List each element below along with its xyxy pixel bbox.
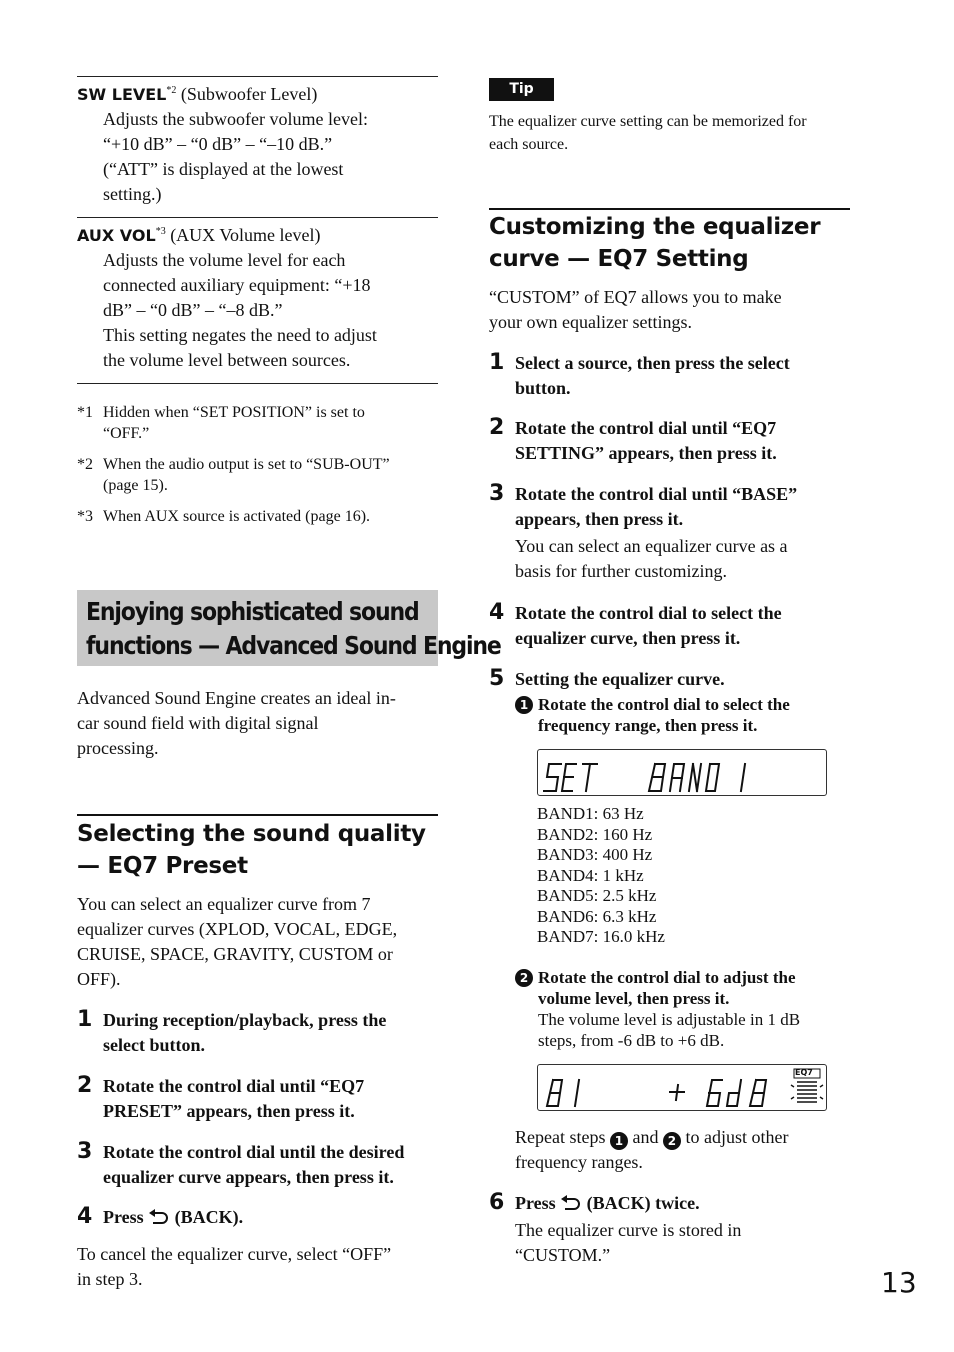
step-text: Press (103, 1207, 149, 1227)
sw-level-title: (Subwoofer Level) (176, 84, 318, 104)
paragraph-text: and (627, 1127, 663, 1147)
page-number: 13 (881, 1266, 917, 1299)
paragraph-line: The equalizer curve setting can be memorized for (489, 113, 807, 130)
aux-vol-text: This setting negates the need to adjust (103, 325, 377, 345)
footnote-text: Hidden when “SET POSITION” is set to (103, 404, 365, 421)
lcd-display (537, 749, 827, 796)
step-text: Rotate the control dial to select the (515, 603, 782, 623)
lcd-display (537, 1064, 827, 1111)
band-list (537, 804, 837, 948)
step-body: You can select an equalizer curve as a (515, 536, 788, 556)
step-number: 2 (489, 415, 505, 440)
step-number: 1 (489, 350, 505, 375)
repeat-note (515, 1125, 850, 1175)
paragraph-line: your own equalizer settings. (489, 312, 692, 332)
paragraph-text: to adjust other (680, 1127, 789, 1147)
band-item: BAND1: 63 Hz (537, 804, 644, 823)
aux-vol-title: (AUX Volume level) (165, 225, 321, 245)
section-heading (77, 818, 438, 882)
step (77, 1074, 438, 1124)
paragraph-line: processing. (77, 738, 159, 758)
custom-intro (489, 285, 850, 335)
step-number: 2 (77, 1073, 93, 1098)
circled-number: 2 (663, 1132, 681, 1150)
sw-level-text: Adjusts the subwoofer volume level: (103, 109, 368, 129)
step-text: Rotate the control dial until “EQ7 (103, 1076, 365, 1096)
footnote-ref: *2 (166, 85, 177, 96)
step-text: appears, then press it. (515, 509, 684, 529)
step (77, 1140, 438, 1190)
aux-vol-text: connected auxiliary equipment: “+18 (103, 275, 371, 295)
back-icon (148, 1209, 170, 1226)
paragraph-text: frequency ranges. (515, 1152, 643, 1172)
banner-title: Enjoying sophisticated sound (86, 597, 419, 626)
section-heading (489, 211, 850, 275)
sub-step (515, 694, 850, 736)
footnote-text: “OFF.” (103, 425, 150, 442)
step-text: select button. (103, 1035, 205, 1055)
paragraph-line: “CUSTOM” of EQ7 allows you to make (489, 287, 782, 307)
step-text: equalizer curve appears, then press it. (103, 1167, 394, 1187)
step-text: SETTING” appears, then press it. (515, 443, 777, 463)
paragraph-line: equalizer curves (XPLOD, VOCAL, EDGE, (77, 919, 398, 939)
step (489, 416, 850, 466)
step-text: button. (515, 378, 571, 398)
footnote-text: When the audio output is set to “SUB-OUT” (103, 456, 390, 473)
step-text: (BACK). (170, 1207, 244, 1227)
step-number: 3 (77, 1139, 93, 1164)
sw-level-label: SW LEVEL (77, 85, 167, 104)
section-banner (77, 590, 501, 666)
eq7-badge: EQ7 (795, 1068, 813, 1077)
paragraph-text: Repeat steps (515, 1127, 610, 1147)
step-number: 6 (489, 1190, 505, 1215)
step (489, 351, 850, 401)
paragraph-line: Advanced Sound Engine creates an ideal in- (77, 688, 396, 708)
step (489, 667, 850, 692)
paragraph-line: each source. (489, 136, 569, 153)
step-text: PRESET” appears, then press it. (103, 1101, 355, 1121)
step-number: 5 (489, 666, 505, 691)
sub-step-text: Rotate the control dial to adjust the (538, 968, 796, 987)
preset-intro (77, 892, 438, 992)
band-item: BAND5: 2.5 kHz (537, 886, 657, 905)
paragraph-line: CRUISE, SPACE, GRAVITY, CUSTOM or (77, 944, 393, 964)
heading-rule (77, 814, 438, 816)
step-text: Rotate the control dial until “BASE” (515, 484, 798, 504)
aux-vol-label: AUX VOL (77, 226, 156, 245)
step-text: Rotate the control dial until “EQ7 (515, 418, 777, 438)
footnote-text: When AUX source is activated (page 16). (103, 508, 371, 525)
step-number: 4 (489, 600, 505, 625)
sub-step-body: The volume level is adjustable in 1 dB (538, 1010, 801, 1029)
sub-step-text: volume level, then press it. (538, 989, 730, 1008)
sub-step-body: steps, from -6 dB to +6 dB. (538, 1031, 725, 1050)
step-number: 1 (77, 1007, 93, 1032)
sw-level-text: “+10 dB” – “0 dB” – “–10 dB.” (103, 134, 333, 154)
step-body: basis for further customizing. (515, 561, 727, 581)
step-body: The equalizer curve is stored in (515, 1220, 742, 1240)
divider (77, 383, 438, 384)
step (489, 482, 850, 584)
footnote-mark: *3 (77, 508, 93, 525)
paragraph-line: in step 3. (77, 1269, 143, 1289)
band-item: BAND6: 6.3 kHz (537, 906, 657, 926)
tip-badge: Tip (489, 78, 554, 101)
heading-rule (489, 208, 850, 210)
footnote-text: (page 15). (103, 477, 168, 494)
band-item: BAND3: 400 Hz (537, 845, 653, 864)
paragraph-line: OFF). (77, 969, 121, 989)
circled-number: 1 (515, 696, 533, 714)
circled-number: 2 (515, 969, 533, 987)
heading-line: Selecting the sound quality (77, 821, 426, 847)
paragraph-line: You can select an equalizer curve from 7 (77, 894, 371, 914)
footnote-mark: *2 (77, 456, 93, 473)
aux-vol-text: dB” – “0 dB” – “–8 dB.” (103, 300, 283, 320)
band-item: BAND2: 160 Hz (537, 824, 653, 844)
step-text: Press (515, 1193, 561, 1213)
cancel-note (77, 1242, 438, 1292)
footnote (77, 402, 438, 444)
circled-number: 1 (610, 1132, 628, 1150)
ase-description (77, 686, 438, 761)
sw-level-text: (“ATT” is displayed at the lowest (103, 159, 344, 179)
paragraph-line: car sound field with digital signal (77, 713, 319, 733)
step-text: equalizer curve, then press it. (515, 628, 741, 648)
paragraph-line: To cancel the equalizer curve, select “OFF” (77, 1244, 392, 1264)
band-item: BAND4: 1 kHz (537, 865, 644, 885)
sw-level-text: setting.) (103, 184, 162, 204)
aux-vol-text: the volume level between sources. (103, 350, 351, 370)
tip-text (489, 110, 850, 156)
sub-step-text: Rotate the control dial to select the (538, 695, 790, 714)
heading-line: curve — EQ7 Setting (489, 246, 749, 272)
step-text: Rotate the control dial until the desired (103, 1142, 405, 1162)
footnote-mark: *1 (77, 404, 93, 421)
sub-step (515, 967, 850, 1051)
step-number: 4 (77, 1204, 93, 1229)
step-number: 3 (489, 481, 505, 506)
divider (77, 76, 438, 77)
step (77, 1205, 438, 1230)
footnote (77, 506, 438, 527)
step-text: Select a source, then press the select (515, 353, 790, 373)
step (489, 601, 850, 651)
step (77, 1008, 438, 1058)
step-text: (BACK) twice. (582, 1193, 700, 1213)
step-text: Setting the equalizer curve. (515, 669, 725, 689)
band-item: BAND7: 16.0 kHz (537, 927, 665, 946)
divider (77, 217, 438, 218)
sub-step-text: frequency range, then press it. (538, 716, 758, 735)
sw-level-entry (77, 82, 438, 207)
back-icon (560, 1195, 582, 1212)
heading-line: — EQ7 Preset (77, 853, 248, 879)
step (489, 1191, 850, 1268)
aux-vol-entry (77, 223, 438, 373)
banner-title: functions — Advanced Sound Engine (86, 631, 501, 660)
footnote-ref: *3 (155, 226, 166, 237)
heading-line: Customizing the equalizer (489, 214, 821, 240)
step-text: During reception/playback, press the (103, 1010, 387, 1030)
lcd-segment-graphic (538, 750, 826, 795)
lcd-segment-graphic (538, 1065, 826, 1110)
footnote (77, 454, 438, 496)
step-body: “CUSTOM.” (515, 1245, 611, 1265)
aux-vol-text: Adjusts the volume level for each (103, 250, 346, 270)
